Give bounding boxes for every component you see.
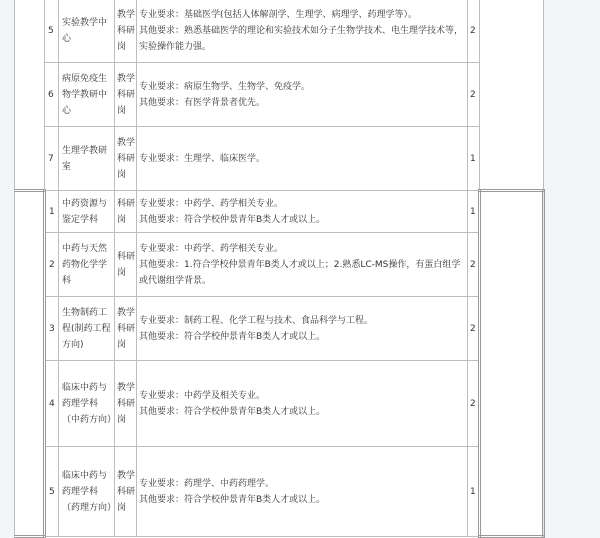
table-row <box>15 297 544 361</box>
row-number: 7 <box>45 127 59 191</box>
other-requirement: 其他要求：熟悉基础医学的理论和实验技术如分子生物学技术、电生理学技术等，实验操作能力强。 <box>139 25 464 52</box>
department-cell: 生物制药工程(制药工程方向) <box>59 297 115 361</box>
row-number: 6 <box>45 63 59 127</box>
post-type-cell: 教学科研岗 <box>115 297 137 361</box>
table-row <box>15 233 544 297</box>
requirements-cell <box>137 233 468 297</box>
post-type-cell: 教学科研岗 <box>115 63 137 127</box>
table-row <box>15 127 544 191</box>
major-requirement: 专业要求：药理学、中药药理学。 <box>139 478 275 489</box>
major-requirement: 专业要求：制药工程、化学工程与技术、食品科学与工程。 <box>139 315 374 326</box>
left-page-margin <box>0 0 15 538</box>
table-row <box>15 447 544 537</box>
other-requirement: 其他要求：1.符合学校仲景青年B类人才或以上；2.熟悉LC-MS操作，有蛋白组学或代谢组学背景。 <box>139 259 461 286</box>
remarks-cell <box>480 0 544 191</box>
department-cell: 临床中药与药理学科（中药方向） <box>59 361 115 447</box>
headcount-cell: 1 <box>468 127 480 191</box>
requirements-cell <box>137 63 468 127</box>
table-row <box>15 0 544 63</box>
recruitment-table <box>14 0 545 538</box>
headcount-cell: 2 <box>468 0 480 63</box>
headcount-cell: 2 <box>468 233 480 297</box>
row-number: 5 <box>45 447 59 537</box>
row-number: 4 <box>45 361 59 447</box>
section-group-cell <box>15 0 45 191</box>
major-requirement: 专业要求：中药学、药学相关专业。 <box>139 198 284 209</box>
other-requirement: 其他要求：符合学校仲景青年B类人才或以上。 <box>139 494 326 505</box>
other-requirement: 其他要求：符合学校仲景青年B类人才或以上。 <box>139 406 326 417</box>
headcount-cell: 2 <box>468 63 480 127</box>
right-page-margin <box>543 0 600 538</box>
requirements-cell <box>137 127 468 191</box>
major-requirement: 专业要求：基础医学(包括人体解剖学、生理学、病理学、药理学等）。 <box>139 9 418 20</box>
other-requirement: 其他要求：符合学校仲景青年B类人才或以上。 <box>139 214 326 225</box>
table-row <box>15 63 544 127</box>
headcount-cell: 1 <box>468 447 480 537</box>
department-cell: 病原免疫生物学教研中心 <box>59 63 115 127</box>
headcount-cell: 1 <box>468 191 480 233</box>
requirements-cell <box>137 361 468 447</box>
headcount-cell: 2 <box>468 361 480 447</box>
department-cell: 实验教学中心 <box>59 0 115 63</box>
headcount-cell: 2 <box>468 297 480 361</box>
row-number: 5 <box>45 0 59 63</box>
remarks-cell <box>480 191 544 537</box>
row-number: 1 <box>45 191 59 233</box>
other-requirement: 其他要求：有医学背景者优先。 <box>139 97 266 108</box>
row-number: 2 <box>45 233 59 297</box>
major-requirement: 专业要求：中药学及相关专业。 <box>139 390 266 401</box>
requirements-cell <box>137 191 468 233</box>
post-type-cell: 科研岗 <box>115 191 137 233</box>
major-requirement: 专业要求：中药学、药学相关专业。 <box>139 243 284 254</box>
post-type-cell: 科研岗 <box>115 233 137 297</box>
table-row <box>15 191 544 233</box>
post-type-cell: 教学科研岗 <box>115 127 137 191</box>
requirements-cell <box>137 0 468 63</box>
post-type-cell: 教学科研岗 <box>115 0 137 63</box>
department-cell: 临床中药与药理学科（药理方向） <box>59 447 115 537</box>
major-requirement: 专业要求：生理学、临床医学。 <box>139 153 266 164</box>
major-requirement: 专业要求：病原生物学、生物学、免疫学。 <box>139 81 311 92</box>
department-cell: 生理学教研室 <box>59 127 115 191</box>
department-cell: 中药资源与鉴定学科 <box>59 191 115 233</box>
requirements-cell <box>137 297 468 361</box>
post-type-cell: 教学科研岗 <box>115 447 137 537</box>
row-number: 3 <box>45 297 59 361</box>
requirements-cell <box>137 447 468 537</box>
section-group-cell <box>15 191 45 537</box>
table-row <box>15 361 544 447</box>
department-cell: 中药与天然药物化学学科 <box>59 233 115 297</box>
post-type-cell: 教学科研岗 <box>115 361 137 447</box>
other-requirement: 其他要求：符合学校仲景青年B类人才或以上。 <box>139 331 326 342</box>
